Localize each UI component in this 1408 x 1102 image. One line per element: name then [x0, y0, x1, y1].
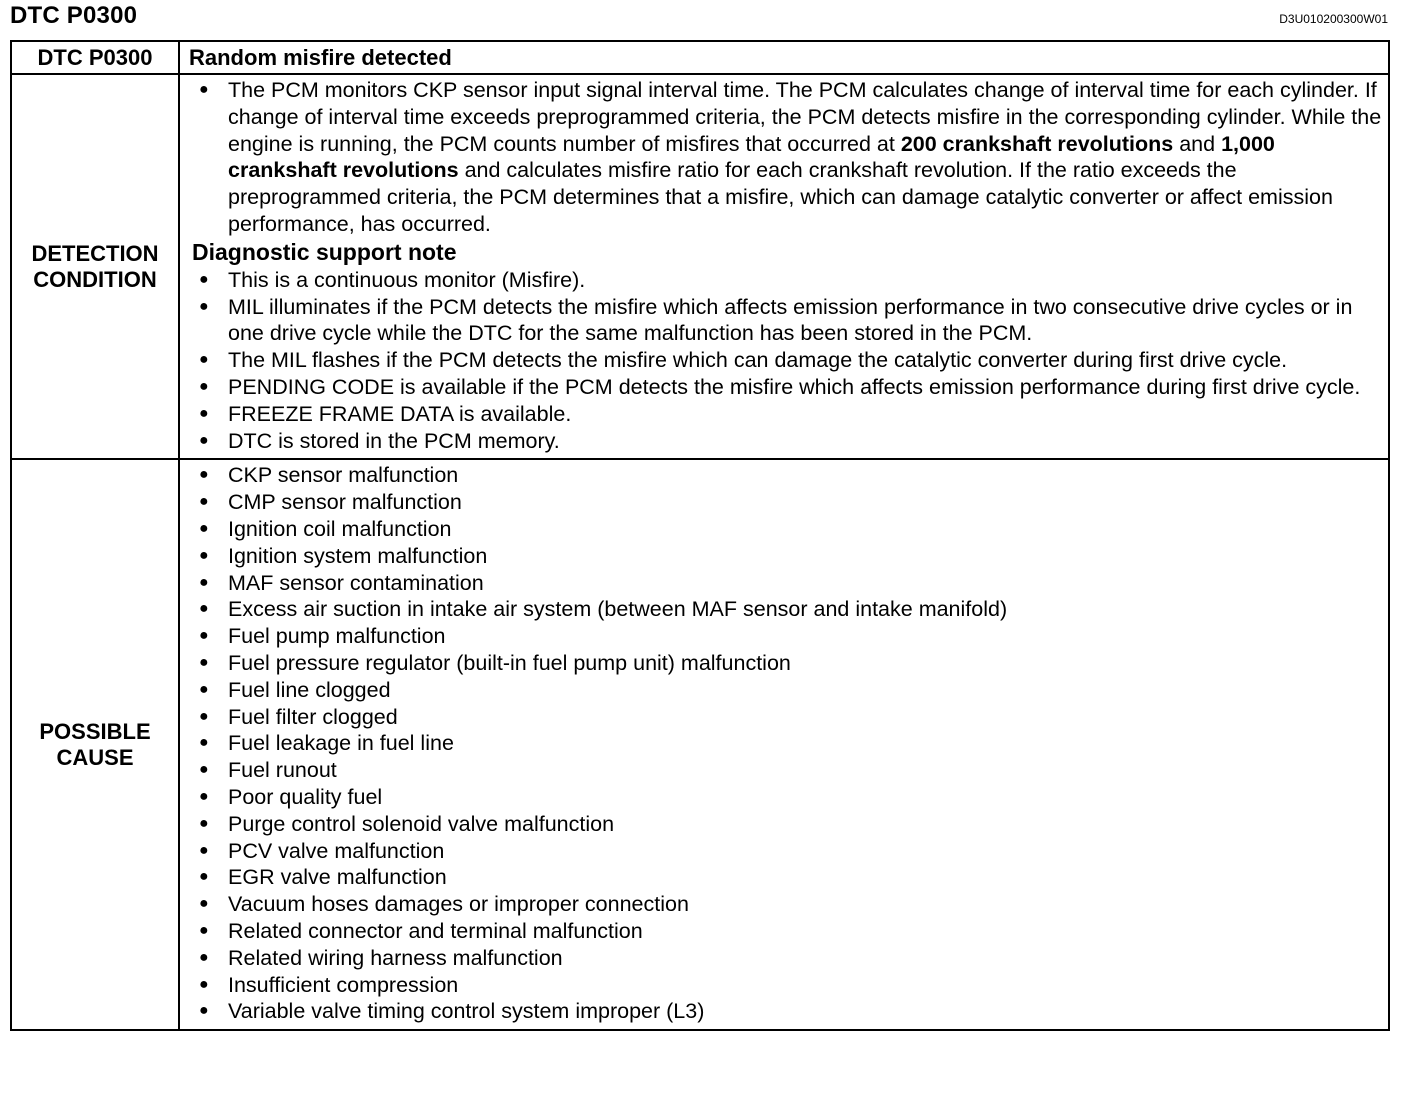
- bullet-icon: ●: [199, 297, 209, 315]
- bullet-icon: ●: [199, 546, 209, 564]
- support-note-item: [192, 374, 1382, 401]
- possible-cause-item-text: Poor quality fuel: [228, 784, 383, 809]
- possible-cause-list: [192, 462, 1382, 1025]
- bullet-icon: ●: [199, 680, 209, 698]
- bullet-icon: ●: [199, 814, 209, 832]
- detection-bold-1: 200 crankshaft revolutions: [900, 131, 1174, 156]
- possible-cause-item: [192, 543, 1382, 570]
- possible-cause-content: [179, 459, 1389, 1030]
- support-note-item: [192, 347, 1382, 374]
- support-note-item: [192, 401, 1382, 428]
- support-note-item-text: MIL illuminates if the PCM detects the misfire which affects emission performance in two consecutive drive cycles or in one drive cycle while the DTC for the same malfunction has been stored in the PCM.: [228, 294, 1353, 346]
- possible-cause-item: [192, 918, 1382, 945]
- support-note-item-text: FREEZE FRAME DATA is available.: [228, 401, 572, 426]
- detection-paragraph-list: [192, 77, 1382, 238]
- support-note-list: [192, 267, 1382, 455]
- possible-cause-item-text: Fuel leakage in fuel line: [228, 731, 454, 756]
- support-note-item-text: This is a continuous monitor (Misfire).: [228, 267, 586, 292]
- possible-cause-item-text: Fuel filter clogged: [228, 704, 398, 729]
- possible-cause-item: [192, 516, 1382, 543]
- bullet-icon: ●: [199, 404, 209, 422]
- header-row: [11, 41, 1389, 74]
- possible-cause-item-text: Excess air suction in intake air system (between MAF sensor and intake manifold): [228, 597, 1008, 622]
- bullet-icon: ●: [199, 734, 209, 752]
- possible-cause-item-text: MAF sensor contamination: [228, 570, 484, 595]
- bullet-icon: ●: [199, 519, 209, 537]
- possible-cause-item: [192, 998, 1382, 1025]
- possible-cause-item-text: Ignition coil malfunction: [228, 516, 452, 541]
- bullet-icon: ●: [199, 431, 209, 449]
- possible-cause-item: [192, 757, 1382, 784]
- bullet-icon: ●: [199, 466, 209, 484]
- possible-cause-row: [11, 459, 1389, 1030]
- possible-cause-label: [11, 459, 179, 1030]
- possible-cause-item-text: Insufficient compression: [228, 972, 459, 997]
- bullet-icon: ●: [199, 377, 209, 395]
- support-note-heading: Diagnostic support note: [192, 238, 457, 265]
- possible-cause-item: [192, 864, 1382, 891]
- detection-condition-label: [11, 74, 179, 459]
- possible-cause-item: [192, 489, 1382, 516]
- possible-cause-item: [192, 650, 1382, 677]
- possible-cause-item-text: Purge control solenoid valve malfunction: [228, 811, 615, 836]
- possible-cause-item: [192, 811, 1382, 838]
- bullet-icon: ●: [199, 707, 209, 725]
- possible-cause-item: [192, 570, 1382, 597]
- bullet-icon: ●: [199, 787, 209, 805]
- detection-paragraph: [192, 77, 1382, 238]
- possible-cause-item-text: Variable valve timing control system improper (L3): [228, 999, 705, 1024]
- bullet-icon: ●: [199, 975, 209, 993]
- bullet-icon: ●: [199, 761, 209, 779]
- bullet-icon: ●: [199, 895, 209, 913]
- possible-cause-item: [192, 596, 1382, 623]
- bullet-icon: ●: [199, 868, 209, 886]
- possible-cause-item-text: Fuel pressure regulator (built-in fuel pump unit) malfunction: [228, 650, 791, 675]
- bullet-icon: ●: [199, 921, 209, 939]
- support-note-item-text: DTC is stored in the PCM memory.: [228, 428, 560, 453]
- possible-cause-item-text: CKP sensor malfunction: [228, 463, 459, 488]
- support-note-item-text: The MIL flashes if the PCM detects the misfire which can damage the catalytic converter during first drive cycle.: [228, 348, 1288, 373]
- page-title: DTC P0300: [10, 2, 138, 29]
- dtc-code-cell: DTC P0300: [11, 41, 179, 74]
- support-note-item: [192, 267, 1382, 294]
- possible-cause-item: [192, 945, 1382, 972]
- possible-cause-item: [192, 891, 1382, 918]
- possible-cause-item-text: Vacuum hoses damages or improper connection: [228, 892, 689, 917]
- detection-text-1: The PCM monitors CKP sensor input signal interval time. The PCM calculates change of interval time for each cylinder. If change of interval time exceeds preprogrammed criteria, the PCM detects misfire in the corresponding cylinder. While the engine is running, the PCM counts number of misfires that occurred at: [228, 78, 1382, 156]
- bullet-icon: ●: [199, 573, 209, 591]
- bullet-icon: ●: [199, 270, 209, 288]
- bullet-icon: ●: [199, 600, 209, 618]
- bullet-icon: ●: [199, 653, 209, 671]
- possible-cause-item-text: Fuel pump malfunction: [228, 624, 446, 649]
- possible-cause-item-text: CMP sensor malfunction: [228, 490, 462, 515]
- bullet-icon: ●: [199, 351, 209, 369]
- detection-condition-content: [179, 74, 1389, 459]
- possible-cause-item: [192, 704, 1382, 731]
- detection-label-line1: DETECTION: [31, 240, 159, 266]
- possible-cause-item: [192, 784, 1382, 811]
- possible-cause-item-text: Fuel runout: [228, 758, 337, 783]
- possible-cause-item: [192, 972, 1382, 999]
- detection-label-line2: CONDITION: [33, 266, 157, 292]
- possible-cause-item: [192, 623, 1382, 650]
- dtc-table: [10, 40, 1390, 1031]
- possible-cause-item: [192, 677, 1382, 704]
- possible-cause-item-text: Related connector and terminal malfunction: [228, 918, 643, 943]
- possible-cause-item-text: Related wiring harness malfunction: [228, 945, 563, 970]
- document-code: D3U010200300W01: [1279, 12, 1388, 26]
- detection-condition-row: [11, 74, 1389, 459]
- bullet-icon: ●: [199, 627, 209, 645]
- dtc-description-cell: Random misfire detected: [179, 41, 1389, 74]
- support-note-item: [192, 294, 1382, 348]
- bullet-icon: ●: [199, 81, 209, 98]
- bullet-icon: ●: [199, 1002, 209, 1020]
- possible-cause-item: [192, 462, 1382, 489]
- detection-bold-2: 1,000 crankshaft revolutions: [228, 131, 1275, 183]
- possible-cause-item-text: Ignition system malfunction: [228, 543, 488, 568]
- bullet-icon: ●: [199, 493, 209, 511]
- cause-label-line2: CAUSE: [56, 744, 134, 770]
- bullet-icon: ●: [199, 841, 209, 859]
- detection-text-3: and calculates misfire ratio for each crankshaft revolution. If the ratio exceeds the preprogrammed criteria, the PCM determines that a misfire, which can damage catalytic converter or affect emission performance, has occurred.: [228, 158, 1333, 236]
- support-note-item: [192, 428, 1382, 455]
- possible-cause-item-text: Fuel line clogged: [228, 677, 391, 702]
- support-note-item-text: PENDING CODE is available if the PCM detects the misfire which affects emission performance during first drive cycle.: [228, 374, 1361, 399]
- cause-label-line1: POSSIBLE: [39, 718, 151, 744]
- possible-cause-item-text: EGR valve malfunction: [228, 865, 447, 890]
- bullet-icon: ●: [199, 948, 209, 966]
- detection-text-2: and: [1173, 131, 1222, 156]
- possible-cause-item-text: PCV valve malfunction: [228, 838, 445, 863]
- possible-cause-item: [192, 838, 1382, 865]
- possible-cause-item: [192, 730, 1382, 757]
